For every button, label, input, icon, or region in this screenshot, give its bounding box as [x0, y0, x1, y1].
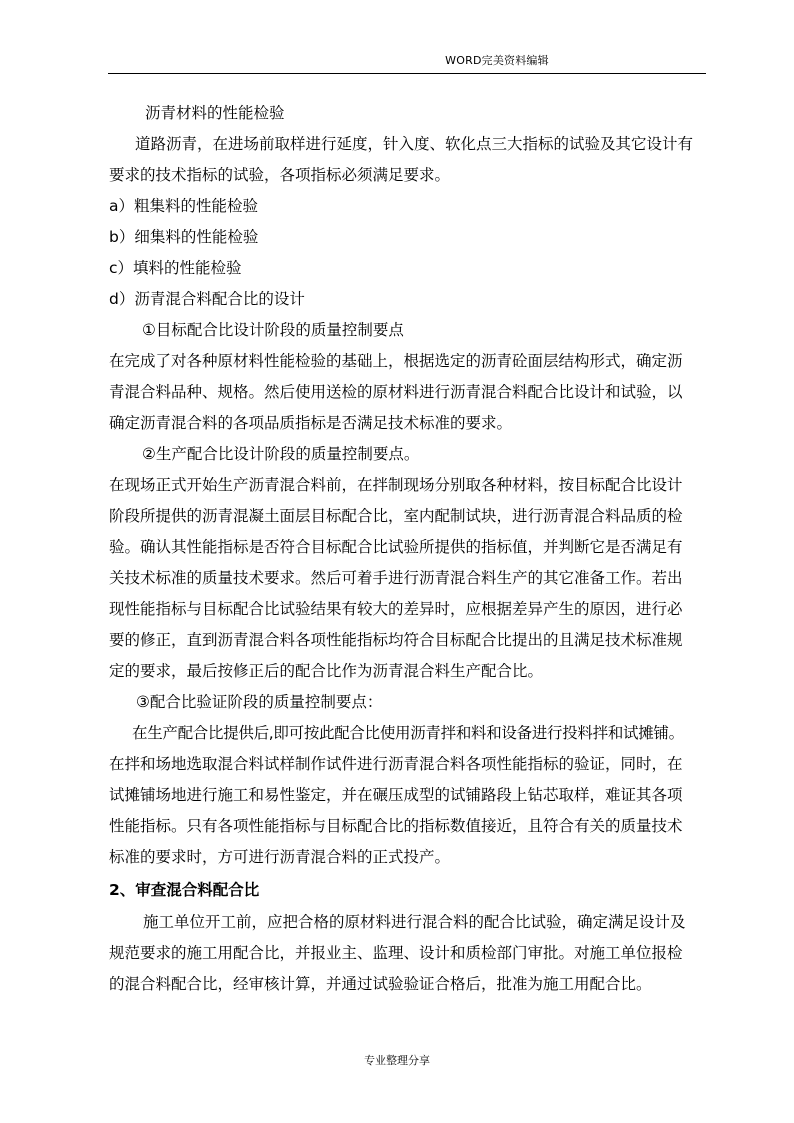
page-header	[0, 52, 794, 68]
subheading: ②生产配合比设计阶段的质量控制要点。	[142, 445, 420, 463]
text-line: 试摊铺场地进行施工和易性鉴定，并在碾压成型的试铺路段上钻芯取样，难证其各项	[109, 786, 683, 804]
text-line: 关技术标准的质量技术要求。然后可着手进行沥青混合料生产的其它准备工作。若出	[109, 569, 683, 587]
page-footer: 专业整理分享	[364, 1054, 430, 1067]
text-line: 验。确认其性能指标是否符合目标配合比试验所提供的指标值，并判断它是否满足有	[109, 538, 683, 556]
list-item: b）细集料的性能检验	[109, 228, 259, 246]
text-line: 青混合料品种、规格。然后使用送检的原材料进行沥青混合料配合比设计和试验，以	[109, 383, 683, 401]
text-line: 要的修正，直到沥青混合料各项性能指标均符合目标配合比提出的且满足技术标准规	[109, 631, 683, 649]
text-line: 施工单位开工前，应把合格的原材料进行混合料的配合比试验，确定满足设计及	[143, 913, 686, 931]
subheading: ①目标配合比设计阶段的质量控制要点	[142, 321, 404, 339]
text-line: 沥青材料的性能检验	[145, 104, 285, 122]
text-line: 道路沥青，在进场前取样进行延度，针入度、软化点三大指标的试验及其它设计有	[135, 135, 694, 153]
list-item: c）填料的性能检验	[109, 259, 242, 277]
subheading: ③配合比验证阶段的质量控制要点：	[136, 693, 383, 711]
list-item: d）沥青混合料配合比的设计	[109, 290, 305, 308]
list-item: a）粗集料的性能检验	[109, 197, 258, 215]
header-rule	[108, 73, 706, 74]
text-line: 性能指标。只有各项性能指标与目标配合比的指标数值接近，且符合有关的质量技术	[109, 817, 683, 835]
text-line: 要求的技术指标的试验，各项指标必须满足要求。	[109, 166, 451, 184]
text-line: 定的要求，最后按修正后的配合比作为沥青混合料生产配合比。	[109, 662, 544, 680]
section-heading: 2、审查混合料配合比	[109, 881, 260, 899]
text-line: 的混合料配合比，经审核计算，并通过试验验证合格后，批准为施工用配合比。	[109, 975, 652, 993]
text-line: 在完成了对各种原材料性能检验的基础上，根据选定的沥青砼面层结构形式，确定沥	[109, 352, 683, 370]
text-line: 规范要求的施工用配合比，并报业主、监理、设计和质检部门审批。对施工单位报检	[109, 944, 683, 962]
text-line: 确定沥青混合料的各项品质指标是否满足技术标准的要求。	[109, 414, 513, 432]
header-text: WORD完美资料编辑	[445, 54, 549, 67]
text-line: 现性能指标与目标配合比试验结果有较大的差异时，应根据差异产生的原因，进行必	[109, 600, 683, 618]
text-line: 在生产配合比提供后,即可按此配合比使用沥青拌和料和设备进行投料拌和试摊铺。	[132, 724, 684, 742]
text-line: 在现场正式开始生产沥青混合料前，在拌制现场分别取各种材料，按目标配合比设计	[109, 476, 683, 494]
text-line: 阶段所提供的沥青混凝土面层目标配合比，室内配制试块，进行沥青混合料品质的检	[109, 507, 683, 525]
text-line: 标准的要求时，方可进行沥青混合料的正式投产。	[109, 848, 451, 866]
text-line: 在拌和场地选取混合料试样制作试件进行沥青混合料各项性能指标的验证，同时，在	[109, 755, 683, 773]
